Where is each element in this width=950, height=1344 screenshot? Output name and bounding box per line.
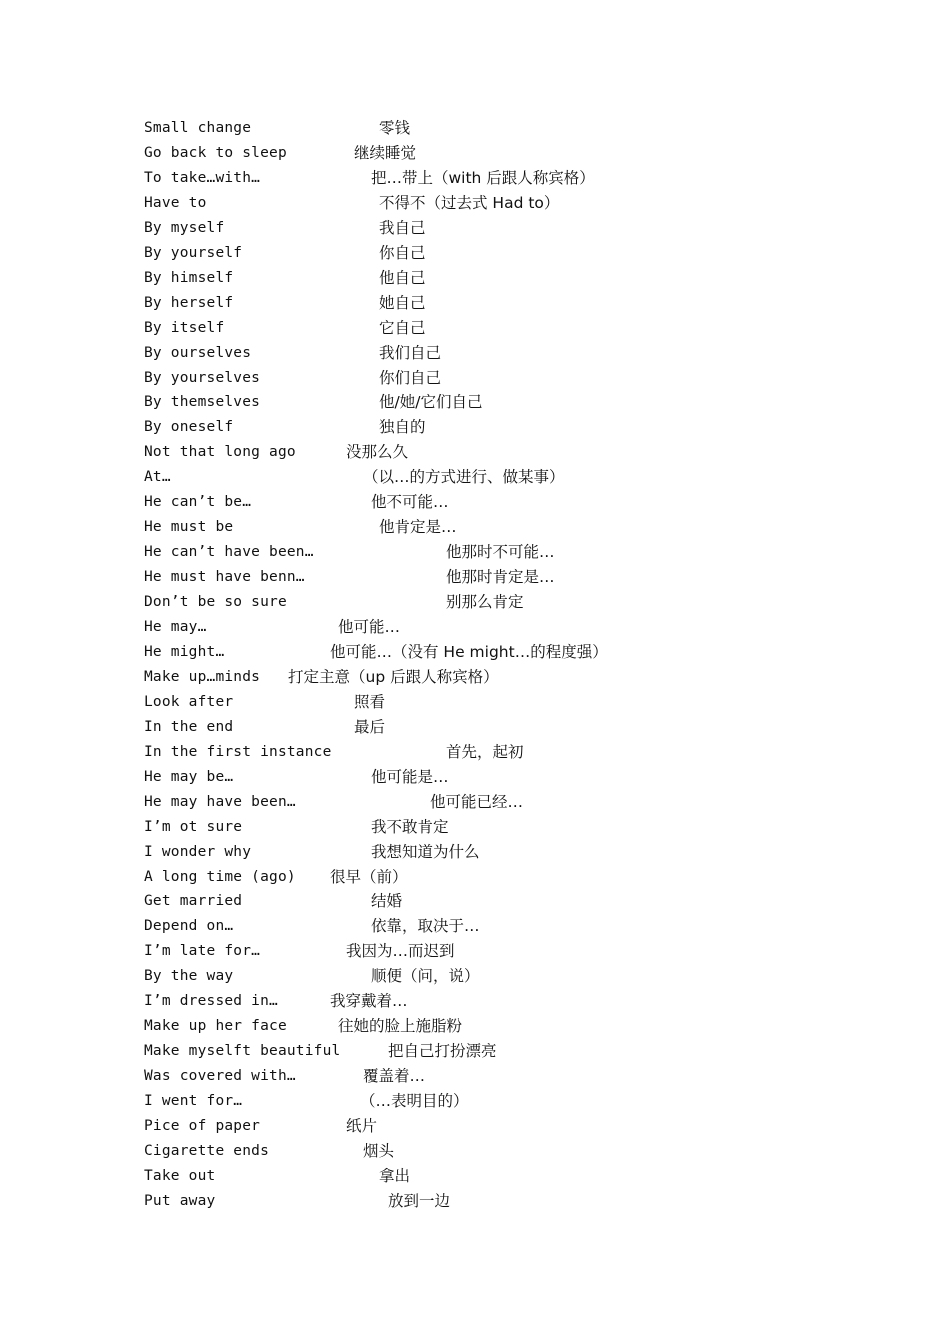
- english-phrase: I’m ot sure: [144, 818, 243, 835]
- english-phrase: Make myselft beautiful: [144, 1043, 341, 1060]
- phrase-entry: [0, 592, 950, 617]
- phrase-entry: [0, 467, 950, 492]
- phrase-entry: [0, 417, 950, 442]
- chinese-meaning: 不得不（过去式 Had to）: [379, 193, 560, 212]
- chinese-meaning: 他/她/它们自己: [379, 393, 483, 412]
- chinese-meaning: 他可能是…: [371, 767, 449, 786]
- chinese-meaning: 结婚: [371, 892, 403, 911]
- phrase-entry: [0, 767, 950, 792]
- chinese-meaning: 别那么肯定: [446, 593, 524, 612]
- phrase-entry: [0, 168, 950, 193]
- english-phrase: Go back to sleep: [144, 144, 287, 161]
- chinese-meaning: 他自己: [379, 268, 426, 287]
- chinese-meaning: （以…的方式进行、做某事）: [363, 468, 565, 487]
- chinese-meaning: 独自的: [379, 418, 426, 437]
- phrase-entry: [0, 1116, 950, 1141]
- english-phrase: Look after: [144, 693, 234, 710]
- phrase-entry: [0, 368, 950, 393]
- chinese-meaning: 我不敢肯定: [371, 817, 449, 836]
- english-phrase: Was covered with…: [144, 1068, 296, 1085]
- english-phrase: In the first instance: [144, 743, 332, 760]
- phrase-entry: [0, 542, 950, 567]
- phrase-entry: [0, 492, 950, 517]
- phrase-entry: [0, 1191, 950, 1216]
- phrase-entry: [0, 1166, 950, 1191]
- phrase-entry: [0, 692, 950, 717]
- phrase-entry: [0, 143, 950, 168]
- chinese-meaning: 我穿戴着…: [330, 992, 408, 1011]
- phrase-entry: [0, 1091, 950, 1116]
- english-phrase: He may be…: [144, 768, 234, 785]
- english-phrase: By yourself: [144, 244, 243, 261]
- chinese-meaning: 把…带上（with 后跟人称宾格）: [371, 168, 595, 187]
- phrase-entry: [0, 742, 950, 767]
- chinese-meaning: 把自己打扮漂亮: [388, 1042, 497, 1061]
- english-phrase: By itself: [144, 319, 225, 336]
- english-phrase: He can’t be…: [144, 494, 252, 511]
- phrase-entry: [0, 717, 950, 742]
- english-phrase: Make up her face: [144, 1018, 287, 1035]
- chinese-meaning: 依靠，取决于…: [371, 917, 480, 936]
- phrase-entry: [0, 1041, 950, 1066]
- phrase-entry: [0, 243, 950, 268]
- chinese-meaning: 拿出: [379, 1166, 411, 1185]
- chinese-meaning: 我因为…而迟到: [346, 942, 455, 961]
- chinese-meaning: 我想知道为什么: [371, 842, 480, 861]
- phrase-entry: [0, 567, 950, 592]
- chinese-meaning: 我们自己: [379, 343, 442, 362]
- english-phrase: At…: [144, 469, 171, 486]
- chinese-meaning: 打定主意（up 后跟人称宾格）: [288, 667, 499, 686]
- phrase-entry: [0, 193, 950, 218]
- english-phrase: By myself: [144, 219, 225, 236]
- english-phrase: He must be: [144, 519, 234, 536]
- english-phrase: He may…: [144, 619, 207, 635]
- english-phrase: Cigarette ends: [144, 1142, 270, 1159]
- english-phrase: Get married: [144, 893, 243, 910]
- english-phrase: Make up…minds: [144, 668, 261, 685]
- phrase-entry: [0, 442, 950, 467]
- english-phrase: Take out: [144, 1167, 216, 1184]
- chinese-meaning: 你自己: [379, 243, 426, 262]
- english-phrase: Don’t be so sure: [144, 594, 287, 611]
- phrase-entry: [0, 343, 950, 368]
- chinese-meaning: 他可能…: [338, 618, 401, 636]
- phrase-entry: [0, 817, 950, 842]
- chinese-meaning: 他那时不可能…: [446, 543, 555, 562]
- phrase-entry: [0, 1016, 950, 1041]
- chinese-meaning: 烟头: [363, 1141, 395, 1160]
- english-phrase: In the end: [144, 718, 234, 735]
- english-phrase: Not that long ago: [144, 444, 296, 461]
- phrase-entry: [0, 941, 950, 966]
- english-phrase: Depend on…: [144, 918, 234, 935]
- phrase-entry: [0, 268, 950, 293]
- english-phrase: Have to: [144, 194, 207, 211]
- chinese-meaning: 它自己: [379, 318, 426, 337]
- english-phrase: By themselves: [144, 394, 261, 411]
- chinese-meaning: 我自己: [379, 218, 426, 237]
- english-phrase: I’m dressed in…: [144, 993, 278, 1010]
- phrase-entry: [0, 392, 950, 417]
- english-phrase: I wonder why: [144, 843, 252, 860]
- phrase-entry: [0, 667, 950, 692]
- chinese-meaning: 最后: [354, 717, 386, 736]
- phrase-entry: [0, 891, 950, 916]
- english-phrase: By ourselves: [144, 344, 252, 361]
- phrase-entry: [0, 792, 950, 817]
- chinese-meaning: 照看: [354, 692, 386, 711]
- chinese-meaning: 他肯定是…: [379, 518, 457, 537]
- phrase-entry: [0, 118, 950, 143]
- english-phrase: By himself: [144, 269, 234, 286]
- english-phrase: By yourselves: [144, 369, 261, 386]
- chinese-meaning: 他不可能…: [371, 493, 449, 512]
- chinese-meaning: 他那时肯定是…: [446, 568, 555, 587]
- chinese-meaning: 她自己: [379, 293, 426, 312]
- english-phrase: He can’t have been…: [144, 544, 314, 561]
- chinese-meaning: 没那么久: [346, 443, 409, 462]
- english-phrase: By oneself: [144, 419, 234, 436]
- phrase-entry: [0, 867, 950, 892]
- english-phrase: Put away: [144, 1192, 216, 1209]
- phrase-entry: [0, 991, 950, 1016]
- english-phrase: Small change: [144, 120, 252, 136]
- english-phrase: He must have benn…: [144, 569, 305, 586]
- english-phrase: A long time (ago): [144, 868, 296, 885]
- english-phrase: I’m late for…: [144, 943, 261, 960]
- chinese-meaning: 顺便（问，说）: [371, 967, 480, 986]
- phrase-entry: [0, 642, 950, 667]
- chinese-meaning: 你们自己: [379, 368, 442, 387]
- english-phrase: He might…: [144, 643, 225, 660]
- chinese-meaning: 放到一边: [388, 1191, 451, 1210]
- phrase-entry: [0, 1066, 950, 1091]
- english-phrase: He may have been…: [144, 793, 296, 810]
- chinese-meaning: 往她的脸上施脂粉: [338, 1017, 463, 1036]
- phrase-entry: [0, 842, 950, 867]
- phrase-entry: [0, 293, 950, 318]
- chinese-meaning: 首先，起初: [446, 742, 524, 761]
- english-phrase: To take…with…: [144, 169, 261, 186]
- phrase-entry: [0, 916, 950, 941]
- phrase-entry: [0, 617, 950, 642]
- chinese-meaning: 继续睡觉: [354, 143, 417, 162]
- chinese-meaning: 覆盖着…: [363, 1067, 426, 1086]
- english-phrase: By herself: [144, 294, 234, 311]
- english-phrase: By the way: [144, 968, 234, 985]
- phrase-entry: [0, 218, 950, 243]
- chinese-meaning: 他可能…（没有 He might…的程度强）: [330, 642, 608, 661]
- english-phrase: Pice of paper: [144, 1118, 261, 1134]
- chinese-meaning: 零钱: [379, 119, 411, 137]
- chinese-meaning: 他可能已经…: [430, 792, 524, 811]
- chinese-meaning: 很早（前）: [330, 867, 408, 886]
- english-phrase: I went for…: [144, 1093, 243, 1110]
- chinese-meaning: （…表明目的）: [360, 1092, 469, 1111]
- phrase-entry: [0, 318, 950, 343]
- phrase-entry: [0, 517, 950, 542]
- phrase-entry: [0, 1141, 950, 1166]
- chinese-meaning: 纸片: [346, 1117, 378, 1135]
- phrase-entry: [0, 966, 950, 991]
